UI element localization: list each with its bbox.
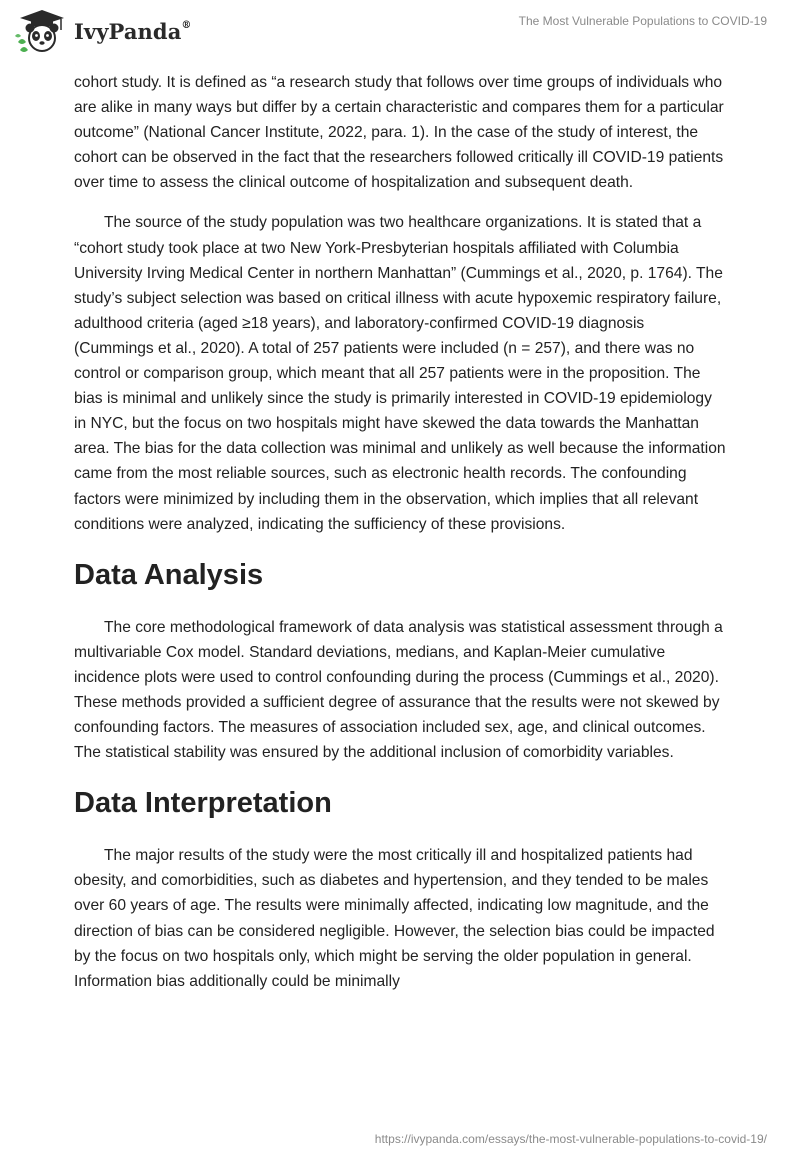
paragraph-study-population: The source of the study population was two healthcare organizations. It is stated that a “cohort study took place at two New York-Presbyterian hospitals affiliated with Columbia University Irving Medical Center in northern Manhattan” (Cummings et al., 2020, p. 1764). The study’s subject selection was based on critical illness with acute hypoxemic respiratory failure, adulthood criteria (aged ≥18 years), and laboratory-confirmed COVID-19 diagnosis (Cummings et al., 2020). A total of 257 patients were included (n = 257), and there was no control or comparison group, which meant that all 257 patients were in the proposition. The bias is minimal and unlikely since the study is primarily interested in COVID-19 epidemiology in NYC, but the focus on two hospitals might have skewed the data towards the Manhattan area. The bias for the data collection was minimal and unlikely as well because the information came from the most reliable sources, such as electronic health records. The confounding factors were minimized by including them in the observation, which implies that all relevant conditions were analyzed, indicating the sufficiency of these provisions.: [74, 214, 726, 533]
paragraph-cohort-definition: cohort study. It is defined as “a research study that follows over time groups of individuals who are alike in many ways but differ by a certain characteristic and compares them for a particular outcome” (National Cancer Institute, 2022, para. 1). In the case of the study of interest, the cohort can be observed in the fact that the researchers followed critically ill COVID-19 patients over time to assess the clinical outcome of hospitalization and subsequent death.: [74, 74, 724, 192]
heading-data-interpretation: Data Interpretation: [74, 787, 332, 820]
page-header: [0, 0, 800, 60]
registered-mark: ®: [181, 19, 192, 31]
document-title: The Most Vulnerable Populations to COVID-19: [518, 14, 767, 28]
paragraph-data-analysis: The core methodological framework of data analysis was statistical assessment through a multivariable Cox model. Standard deviations, medians, and Kaplan-Meier cumulative incidence plots were used to control confounding during the process (Cummings et al., 2020). These methods provided a sufficient degree of assurance that the results were not skewed by confounding factors. The measures of association included sex, age, and clinical outcomes. The statistical stability was ensured by the additional inclusion of comorbidity variables.: [74, 618, 723, 762]
brand-name: IvyPanda®: [74, 18, 192, 44]
ivypanda-logo[interactable]: [14, 8, 192, 54]
panda-graduate-icon: [14, 8, 70, 54]
heading-data-analysis: Data Analysis: [74, 558, 264, 591]
source-url-link[interactable]: https://ivypanda.com/essays/the-most-vulnerable-populations-to-covid-19/: [374, 1132, 767, 1146]
paragraph-data-interpretation: The major results of the study were the most critically ill and hospitalized patients had obesity, and comorbidities, such as diabetes and hypertension, and they tended to be males over 60 years of age. The results were minimally affected, indicating low magnitude, and the direction of bias can be considered negligible. However, the selection bias could be impacted by the focus on two hospitals only, which might be serving the older population in general. Information bias additionally could be minimally: [74, 847, 715, 990]
article-body: [74, 70, 726, 994]
